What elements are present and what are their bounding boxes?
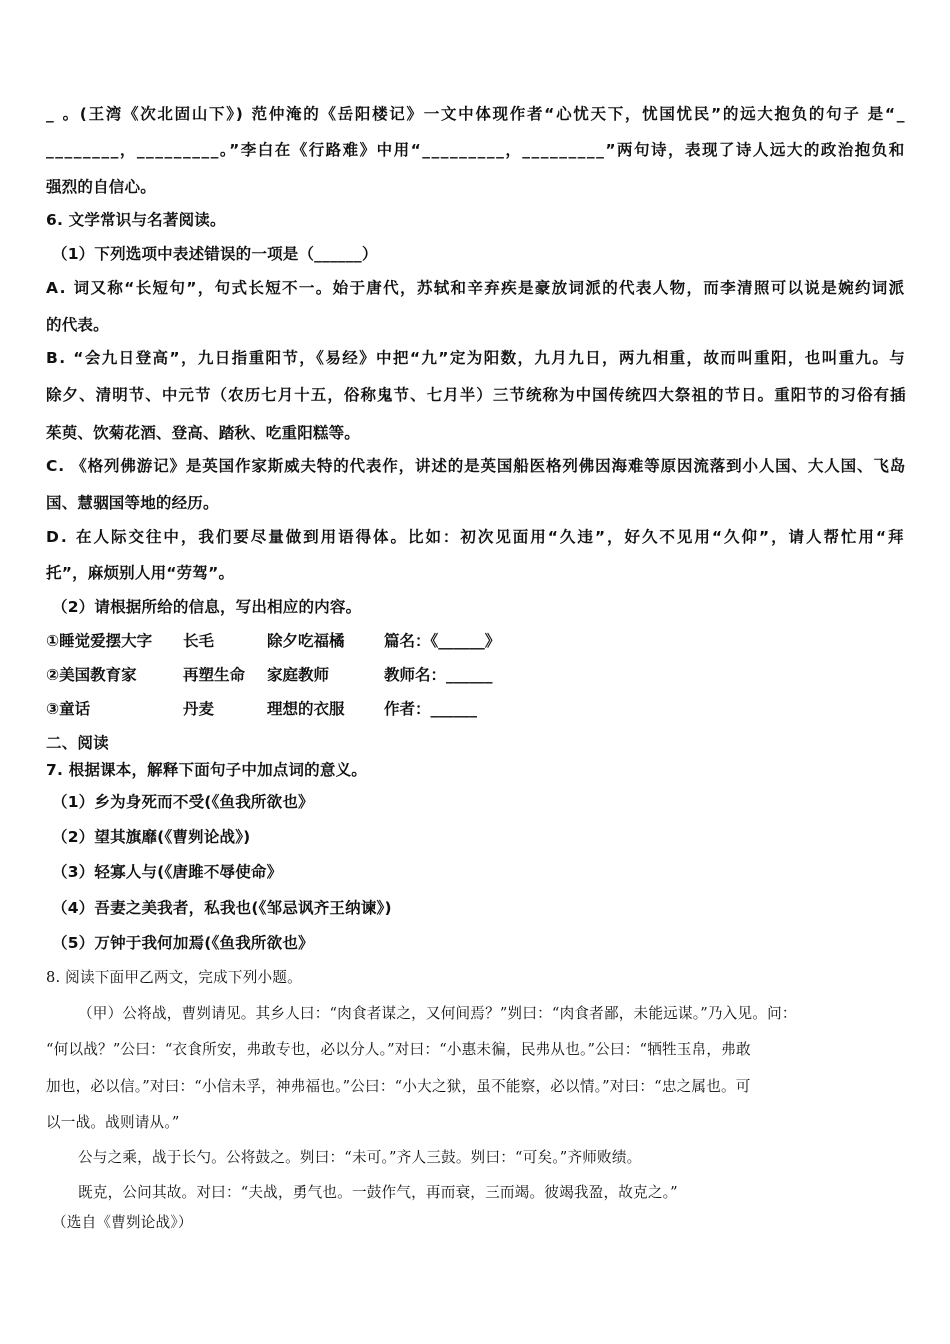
fill-blank-line-3: 强烈的自信心。 [46,178,156,196]
fill-blank-line-2: ________，_________。”李白在《行路难》中用“_________，_________”两句诗，表现了诗人远大的政治抱负和 [46,141,906,159]
option-b-line-3: 茱萸、饮菊花酒、登高、踏秋、吃重阳糕等。 [46,424,361,442]
info-table-cell: ②美国教育家 [46,666,137,684]
option-d-line-1: D. 在人际交往中，我们要尽量做到用语得体。比如：初次见面用“久违”，好久不见用“久仰”，请人帮忙用“拜 [46,528,906,546]
info-table-cell: 教师名：______ [384,666,493,684]
fill-blank-line-1: _ 。(王湾《次北固山下》) 范仲淹的《岳阳楼记》一文中体现作者“心忧天下，忧国忧民”的远大抱负的句子 是“_ [46,105,907,123]
option-c-line-1: C. 《格列佛游记》是英国作家斯威夫特的代表作，讲述的是英国船医格列佛因海难等原因流落到小人国、大人国、飞岛 [46,457,907,475]
question-6-title: 6. 文学常识与名著阅读。 [46,211,226,229]
option-d-line-2: 托”，麻烦别人用“劳驾”。 [46,564,235,582]
info-table-cell: 除夕吃福橘 [267,632,345,650]
question-8-title: 8. 阅读下面甲乙两文，完成下列小题。 [46,969,302,986]
passage-line-2: “何以战？”公曰：“衣食所安，弗敢专也，必以分人。”对曰：“小惠未徧，民弗从也。”公曰：“牺牲玉帛，弗敢 [46,1041,751,1058]
question-6-part-1: （1）下列选项中表述错误的一项是（______） [52,245,378,263]
passage-line-1: （甲）公将战，曹刿请见。其乡人曰：“肉食者谋之，又何间焉？”刿曰：“肉食者鄙，未能远谋。”乃入见。问： [78,1005,797,1022]
info-table-cell: 作者：______ [384,700,478,718]
option-b-line-1: B. “会九日登高”，九日指重阳节，《易经》中把“九”定为阳数，九月九日，两九相重，故而叫重阳，也叫重九。与 [46,349,907,367]
question-7-item-1: （1）乡为身死而不受(《鱼我所欲也》 [52,793,314,811]
question-6-part-2: （2）请根据所给的信息，写出相应的内容。 [52,598,362,616]
info-table-cell: 再塑生命 [183,666,246,684]
section-2-heading: 二、阅读 [46,734,109,752]
passage-line-5: 公与之乘，战于长勺。公将鼓之。刿曰：“未可。”齐人三鼓。刿曰：“可矣。”齐师败绩。 [78,1149,642,1166]
question-7-item-2: （2）望其旗靡(《曹刿论战》) [52,828,251,846]
passage-line-3: 加也，必以信。”对曰：“小信未孚，神弗福也。”公曰：“小大之狱，虽不能察，必以情。”对曰：“忠之属也。可 [46,1078,751,1095]
passage-line-6: 既克，公问其故。对曰：“夫战，勇气也。一鼓作气，再而衰，三而竭。彼竭我盈，故克之。” [78,1184,678,1201]
question-7-item-5: （5）万钟于我何加焉(《鱼我所欲也》 [52,934,314,952]
info-table-cell: ①睡觉爱摆大字 [46,632,153,650]
question-7-item-4: （4）吾妻之美我者，私我也(《邹忌讽齐王纳谏》) [52,899,392,917]
option-a-line-2: 的代表。 [46,316,109,334]
info-table-cell: 家庭教师 [267,666,330,684]
info-table-cell: 篇名：《______》 [384,632,501,650]
passage-line-4: 以一战。战则请从。” [46,1114,180,1131]
option-c-line-2: 国、慧骃国等地的经历。 [46,494,219,512]
info-table-cell: ③童话 [46,700,91,718]
option-a-line-1: A. 词又称“长短句”，句式长短不一。始于唐代，苏轼和辛弃疾是豪放词派的代表人物，而李清照可以说是婉约词派 [46,279,906,297]
info-table-cell: 理想的衣服 [267,700,345,718]
question-7-item-3: （3）轻寡人与(《唐雎不辱使命》 [52,863,283,881]
question-7-title: 7. 根据课本，解释下面句子中加点词的意义。 [46,761,367,779]
passage-source: （选自《曹刿论战》） [52,1214,193,1231]
option-b-line-2: 除夕、清明节、中元节（农历七月十五，俗称鬼节、七月半）三节统称为中国传统四大祭祖的节日。重阳节的习俗有插 [46,386,907,404]
info-table-cell: 长毛 [183,632,215,650]
info-table-cell: 丹麦 [183,700,215,718]
